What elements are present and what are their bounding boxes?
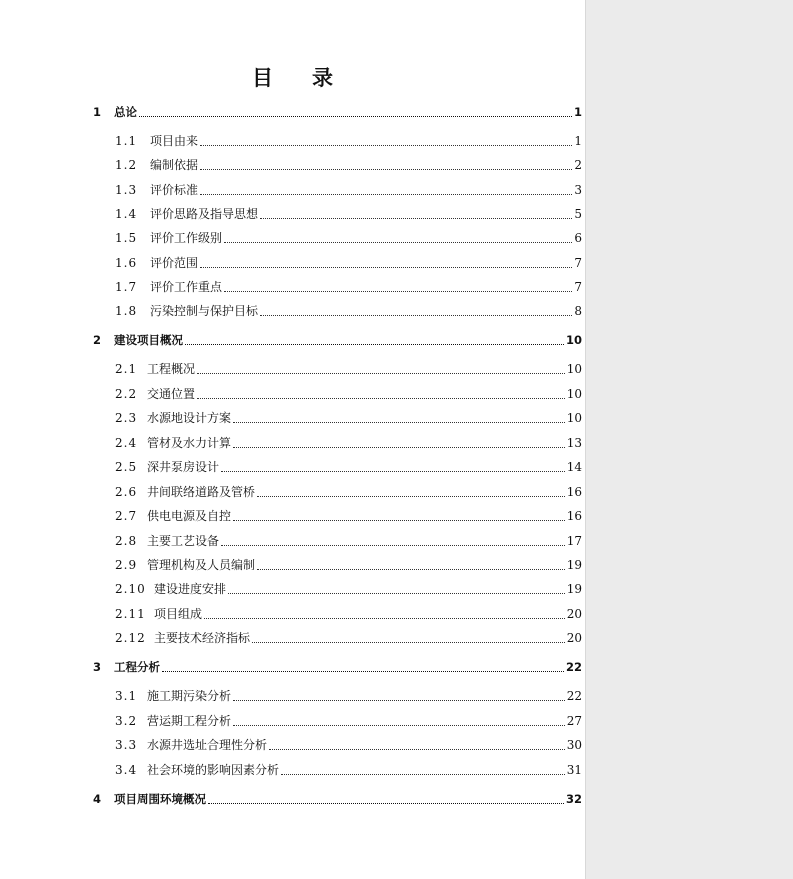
toc-entry-1-2[interactable] [0,156,586,174]
toc-entry-number: 1.3 [115,183,138,197]
toc-entry-label: 主要技术经济指标 [154,631,251,645]
toc-entry-2-10[interactable] [0,580,586,598]
toc-entry-label: 社会环境的影响因素分析 [147,763,280,777]
toc-entry-number: 3.1 [115,689,138,703]
dot-leader [200,266,572,268]
dot-leader [208,802,564,804]
dot-leader [281,773,565,775]
toc-entry-number: 2 [93,333,102,347]
toc-entry-number: 2.9 [115,558,138,572]
toc-entry-label: 交通位置 [147,387,196,401]
toc-entry-number: 2.3 [115,411,138,425]
toc-entry-page: 6 [574,231,582,245]
toc-entry-2-8[interactable] [0,532,586,550]
dot-leader [269,748,565,750]
toc-entry-label: 供电电源及自控 [147,509,232,523]
dot-leader [139,115,572,117]
toc-entry-page: 27 [566,714,582,728]
dot-leader [224,290,572,292]
toc-entry-page: 13 [566,436,582,450]
toc-entry-page: 30 [566,738,582,752]
toc-entry-number: 3 [93,660,102,674]
toc-entry-number: 2.1 [115,362,138,376]
toc-entry-page: 5 [574,207,582,221]
toc-entry-number: 2.5 [115,460,138,474]
toc-entry-label: 项目由来 [150,134,199,148]
toc-entry-label: 水源井选址合理性分析 [147,738,268,752]
toc-title-part2: 录 [312,66,334,90]
dot-leader [233,421,565,423]
toc-entry-page: 10 [565,333,582,347]
toc-entry-3-4[interactable] [0,761,586,779]
toc-entry-number: 1.8 [115,304,138,318]
toc-entry-label: 总论 [114,105,137,119]
toc-entry-page: 8 [574,304,582,318]
toc-entry-2-1[interactable] [0,360,586,378]
toc-entry-label: 评价范围 [150,256,199,270]
toc-entry-2-3[interactable] [0,409,586,427]
toc-entry-label: 建设项目概况 [114,333,183,347]
toc-entry-label: 主要工艺设备 [147,534,220,548]
dot-leader [257,568,565,570]
toc-entry-number: 2.8 [115,534,138,548]
toc-entry-page: 31 [566,763,582,777]
toc-entry-page: 1 [573,105,582,119]
toc-entry-3[interactable] [0,658,586,676]
toc-entry-page: 10 [566,362,582,376]
toc-entry-label: 施工期污染分析 [147,689,232,703]
toc-entry-page: 7 [574,280,582,294]
toc-entry-page: 16 [566,485,582,499]
toc-entry-label: 项目周围环境概况 [114,792,206,806]
toc-entry-2-6[interactable] [0,483,586,501]
dot-leader [185,343,564,345]
toc-entry-label: 水源地设计方案 [147,411,232,425]
toc-entry-2-5[interactable] [0,458,586,476]
toc-entry-number: 2.7 [115,509,138,523]
toc-entry-number: 1.5 [115,231,138,245]
dot-leader [204,617,565,619]
toc-entry-label: 管材及水力计算 [147,436,232,450]
dot-leader [200,193,572,195]
toc-entry-number: 1.4 [115,207,138,221]
dot-leader [233,724,565,726]
toc-entry-page: 3 [574,183,582,197]
toc-entry-page: 2 [574,158,582,172]
dot-leader [257,495,565,497]
toc-entry-1-8[interactable] [0,302,586,320]
toc-entry-1[interactable] [0,103,586,121]
toc-entry-2[interactable] [0,331,586,349]
toc-entry-page: 7 [574,256,582,270]
toc-entry-label: 评价工作级别 [150,231,223,245]
toc-entry-2-7[interactable] [0,507,586,525]
dot-leader [260,314,572,316]
toc-entry-page: 10 [566,387,582,401]
toc-entry-label: 深井泵房设计 [147,460,220,474]
toc-entry-page: 14 [566,460,582,474]
toc-entry-number: 2.4 [115,436,138,450]
dot-leader [162,670,564,672]
toc-entry-label: 工程概况 [147,362,196,376]
toc-entry-label: 工程分析 [114,660,160,674]
toc-entry-2-12[interactable] [0,629,586,647]
toc-entry-number: 4 [93,792,102,806]
toc-entry-label: 项目组成 [154,607,203,621]
dot-leader [200,144,572,146]
toc-entry-page: 22 [565,660,582,674]
toc-entry-2-2[interactable] [0,385,586,403]
toc-entry-number: 1.2 [115,158,138,172]
toc-entry-4[interactable] [0,790,586,808]
toc-entry-2-9[interactable] [0,556,586,574]
toc-entry-label: 评价标准 [150,183,199,197]
dot-leader [228,592,565,594]
toc-entry-number: 3.3 [115,738,138,752]
toc-entry-number: 1.7 [115,280,138,294]
toc-entry-label: 营运期工程分析 [147,714,232,728]
toc-entry-label: 井间联络道路及管桥 [147,485,256,499]
dot-leader [197,372,565,374]
toc-entry-1-1[interactable] [0,132,586,150]
toc-entry-page: 20 [566,607,582,621]
toc-entry-2-11[interactable] [0,605,586,623]
dot-leader [233,446,565,448]
toc-entry-number: 2.10 [115,582,146,596]
toc-entry-page: 32 [565,792,582,806]
toc-entry-page: 17 [566,534,582,548]
toc-entry-page: 16 [566,509,582,523]
toc-entry-page: 20 [566,631,582,645]
toc-entry-number: 2.11 [115,607,146,621]
toc-entry-page: 1 [574,134,582,148]
toc-entry-number: 1.1 [115,134,138,148]
toc-entry-1-7[interactable] [0,278,586,296]
toc-entry-label: 管理机构及人员编制 [147,558,256,572]
dot-leader [200,168,572,170]
dot-leader [221,544,565,546]
toc-entry-label: 评价思路及指导思想 [150,207,259,221]
dot-leader [252,641,565,643]
toc-entry-1-5[interactable] [0,229,586,247]
dot-leader [197,397,565,399]
toc-entry-number: 1.6 [115,256,138,270]
toc-entry-page: 19 [566,558,582,572]
toc-entry-3-2[interactable] [0,712,586,730]
toc-entry-number: 2.12 [115,631,146,645]
dot-leader [224,241,572,243]
toc-entry-number: 3.4 [115,763,138,777]
toc-entry-1-4[interactable] [0,205,586,223]
toc-entry-3-1[interactable] [0,687,586,705]
toc-entry-number: 3.2 [115,714,138,728]
toc-entry-label: 建设进度安排 [154,582,227,596]
toc-entry-number: 2.6 [115,485,138,499]
dot-leader [260,217,572,219]
dot-leader [233,519,565,521]
toc-entry-label: 污染控制与保护目标 [150,304,259,318]
viewer-background [586,0,793,879]
toc-entry-label: 评价工作重点 [150,280,223,294]
toc-entry-number: 1 [93,105,102,119]
toc-entry-1-6[interactable] [0,254,586,272]
toc-entry-label: 编制依据 [150,158,199,172]
toc-title-part1: 目 [252,66,274,90]
dot-leader [221,470,565,472]
dot-leader [233,699,565,701]
toc-entry-3-3[interactable] [0,736,586,754]
toc-entry-number: 2.2 [115,387,138,401]
toc-entry-page: 19 [566,582,582,596]
toc-entry-1-3[interactable] [0,181,586,199]
toc-entry-2-4[interactable] [0,434,586,452]
toc-entry-page: 22 [566,689,582,703]
toc-entry-page: 10 [566,411,582,425]
